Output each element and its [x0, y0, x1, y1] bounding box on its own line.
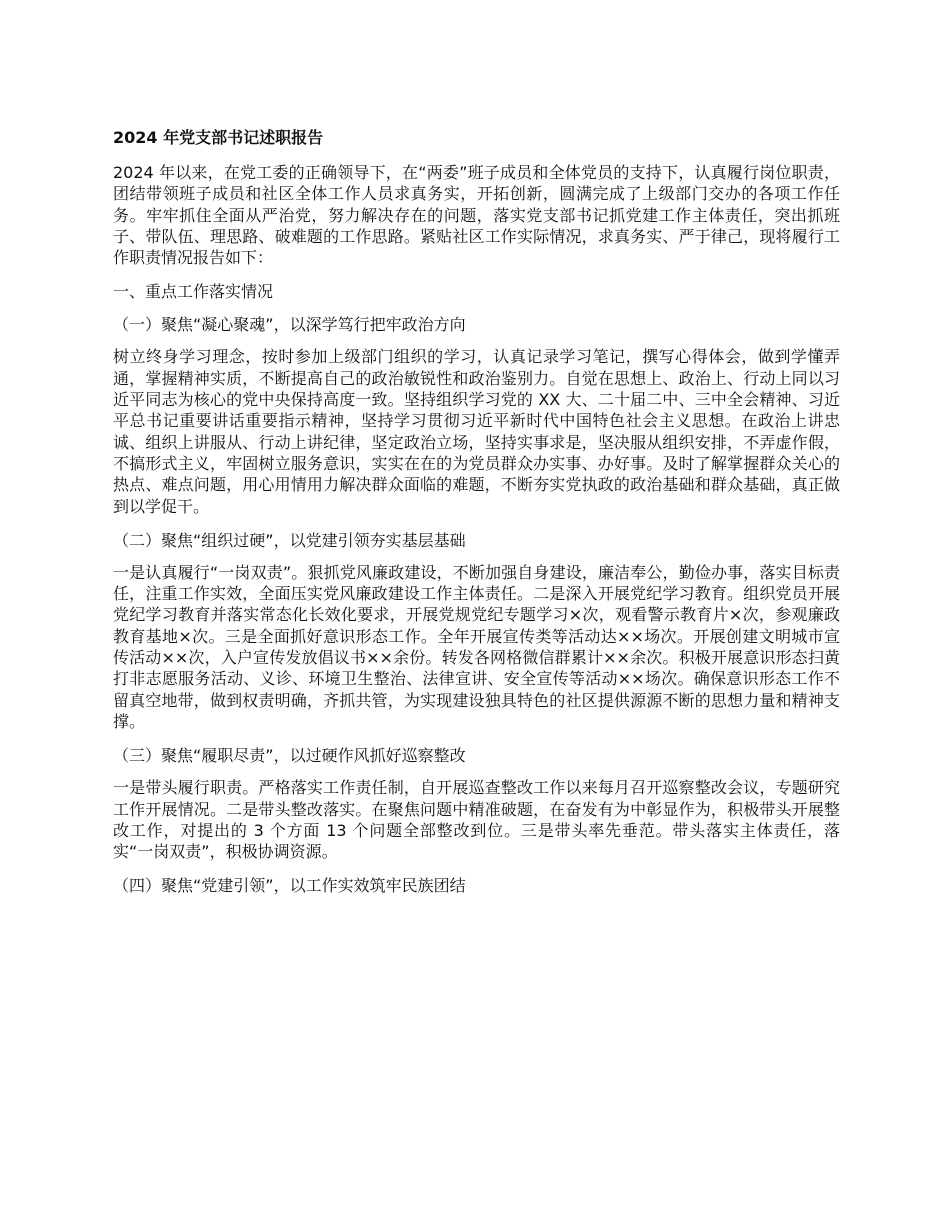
subsection-body-2: 一是认真履行“一岗双责”。狠抓党风廉政建设，不断加强自身建设，廉洁奉公，勤俭办事，落实目标责任，注重工作实效，全面压实党风廉政建设工作主体责任。二是深入开展党纪学习教育。组织党员开展党纪学习教育并落实常态化长效化要求，开展党规党纪专题学习×次，观看警示教育片×次，参观廉政教育基地×次。三是全面抓好意识形态工作。全年开展宣传类等活动达××场次。开展创建文明城市宣传活动××次，入户宣传发放倡议书××余份。转发各网格微信群累计××余次。积极开展意识形态扫黄打非志愿服务活动、义诊、环境卫生整治、法律宣讲、安全宣传等活动××场次。确保意识形态工作不留真空地带，做到权责明确，齐抓共管，为实现建设独具特色的社区提供源源不断的思想力量和精神支撑。	[113, 562, 840, 731]
subsection-heading-3: （三）聚焦“履职尽责”，以过硬作风抓好巡察整改	[113, 746, 466, 766]
section-heading-1: 一、重点工作落实情况	[113, 282, 274, 302]
subsection-heading-2: （二）聚焦“组织过硬”，以党建引领夯实基层基础	[113, 530, 466, 550]
document-title: 2024 年党支部书记述职报告	[113, 128, 324, 147]
subsection-heading-4: （四）聚焦“党建引领”，以工作实效筑牢民族团结	[113, 876, 466, 896]
subsection-heading-1: （一）聚焦“凝心聚魂”，以深学笃行把牢政治方向	[113, 315, 466, 335]
document-page	[113, 126, 840, 907]
subsection-body-1: 树立终身学习理念，按时参加上级部门组织的学习，认真记录学习笔记，撰写心得体会，做到学懂弄通，掌握精神实质，不断提高自己的政治敏锐性和政治鉴别力。自觉在思想上、政治上、行动上同以习近平同志为核心的党中央保持高度一致。坚持组织学习党的 XX 大、二十届二中、三中全会精神、习近平总书记重要讲话重要指示精神，坚持学习贯彻习近平新时代中国特色社会主义思想。在政治上讲忠诚、组织上讲服从、行动上讲纪律，坚定政治立场，坚持实事求是，坚决服从组织安排，不弄虚作假，不搞形式主义，牢固树立服务意识，实实在在的为党员群众办实事、办好事。及时了解掌握群众关心的热点、难点问题，用心用情用力解决群众面临的难题，不断夯实党执政的政治基础和群众基础，真正做到以学促干。	[113, 347, 840, 516]
intro-paragraph: 2024 年以来，在党工委的正确领导下，在“两委”班子成员和全体党员的支持下，认真履行岗位职责，团结带领班子成员和社区全体工作人员求真务实，开拓创新，圆满完成了上级部门交办的各项工作任务。牢牢抓住全面从严治党，努力解决存在的问题，落实党支部书记抓党建工作主体责任，突出抓班子、带队伍、理思路、破难题的工作思路。紧贴社区工作实际情况，求真务实、严于律己，现将履行工作职责情况报告如下：	[113, 163, 840, 268]
subsection-body-3: 一是带头履行职责。严格落实工作责任制，自开展巡查整改工作以来每月召开巡察整改会议，专题研究工作开展情况。二是带头整改落实。在聚焦问题中精准破题，在奋发有为中彰显作为，积极带头开展整改工作，对提出的 3 个方面 13 个问题全部整改到位。三是带头率先垂范。带头落实主体责任，落实“一岗双责”，积极协调资源。	[113, 778, 840, 862]
